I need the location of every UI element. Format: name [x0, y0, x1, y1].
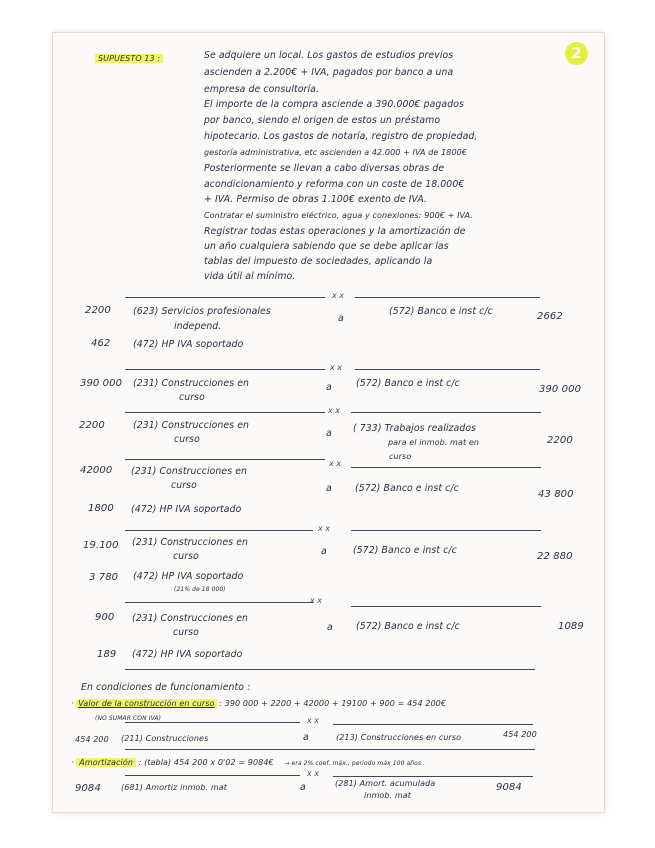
amortizacion-formula: : (tabla) 454 200 x 0'02 = 9084€	[138, 758, 274, 767]
debit-account: (623) Servicios profesionales	[133, 306, 271, 317]
entry-separator: x x	[332, 291, 345, 300]
entry-separator: x x	[307, 769, 320, 778]
credit-account-cont: curso	[389, 452, 412, 461]
credit-amount: 1089	[558, 621, 584, 632]
amortizacion-note: → era 2% coef. máx., periodo máx 100 años .	[284, 760, 426, 767]
debit-amount: 189	[97, 649, 117, 660]
credit-account: (213) Construcciones en curso	[336, 733, 462, 742]
page-number-badge: 2	[565, 42, 588, 65]
debit-account-cont: curso	[173, 627, 199, 638]
entry-a: a	[326, 382, 332, 393]
debit-account: (472) HP IVA soportado	[133, 339, 244, 350]
credit-account: (572) Banco e inst c/c	[353, 545, 457, 556]
conditions-heading: En condiciones de funcionamiento :	[81, 682, 251, 693]
credit-amount: 22 880	[537, 551, 573, 562]
credit-amount: 43 800	[538, 489, 574, 500]
statement-line: tablas del impuesto de sociedades, aplicando la	[204, 256, 433, 267]
statement-line: Se adquiere un local. Los gastos de estudios previos	[204, 50, 454, 61]
amortizacion-label: Amortización	[76, 758, 136, 767]
debit-account: (231) Construcciones en	[132, 613, 249, 624]
notebook-page	[53, 33, 604, 812]
debit-account: (231) Construcciones en	[133, 420, 250, 431]
credit-account-cont: inmob. mat	[364, 791, 411, 800]
debit-account-cont: independ.	[174, 321, 222, 332]
credit-account: ( 733) Trabajos realizados	[353, 423, 477, 434]
debit-account: (231) Construcciones en	[133, 378, 250, 389]
statement-line: acondicionamiento y reforma con un coste de 18.000€	[204, 179, 465, 190]
entry-a: a	[321, 546, 327, 557]
credit-amount: 9084	[496, 782, 522, 793]
debit-account-cont: curso	[174, 434, 200, 445]
credit-account-cont: para el inmob. mat en	[388, 438, 480, 447]
credit-account: (572) Banco e inst c/c	[356, 621, 460, 632]
statement-line: Registrar todas estas operaciones y la amortización de	[204, 226, 466, 237]
debit-account: (472) HP IVA soportado	[131, 504, 242, 515]
entry-separator: x x	[328, 406, 341, 415]
credit-amount: 390 000	[539, 384, 582, 395]
entry-a: a	[326, 428, 332, 439]
entry-a: a	[338, 313, 344, 324]
statement-line: ascienden a 2.200€ + IVA, pagados por banco a una	[204, 67, 454, 78]
entry-separator: x x	[318, 524, 331, 533]
credit-amount: 2662	[537, 311, 563, 322]
debit-account: (211) Construcciones	[121, 734, 209, 743]
valor-label: Valor de la construcción en curso	[78, 699, 215, 708]
entry-a: a	[326, 483, 332, 494]
debit-amount: 9084	[75, 783, 101, 794]
debit-amount: 462	[91, 338, 111, 349]
entry-a: a	[300, 782, 306, 793]
credit-account: (572) Banco e inst c/c	[356, 378, 460, 389]
debit-amount: 390 000	[80, 378, 123, 389]
credit-amount: 454 200	[503, 730, 537, 739]
entry-separator: x x	[329, 459, 342, 468]
statement-line: vida útil al mínimo.	[204, 271, 296, 282]
debit-amount: 900	[95, 612, 115, 623]
debit-account: (472) HP IVA soportado	[133, 571, 244, 582]
statement-line: un año cualquiera sabiendo que se debe aplicar las	[204, 241, 449, 252]
valor-note: (NO SUMAR CON IVA)	[95, 715, 162, 722]
exercise-title: SUPUESTO 13 :	[95, 54, 163, 63]
debit-amount: 19.100	[83, 540, 119, 551]
debit-account-cont: curso	[179, 392, 205, 403]
debit-account: (231) Construcciones en	[131, 466, 248, 477]
debit-amount: 1800	[88, 503, 114, 514]
entry-separator: x x	[310, 596, 323, 605]
valor-line: · Valor de la construcción en curso : 390 000 + 2200 + 42000 + 19100 + 900 = 454 200€	[71, 699, 447, 708]
debit-account: (231) Construcciones en	[132, 537, 249, 548]
debit-account-cont: curso	[171, 480, 197, 491]
debit-account-note: (21% de 18 000)	[174, 586, 226, 593]
debit-amount: 454 200	[75, 735, 109, 744]
credit-amount: 2200	[547, 435, 573, 446]
statement-line: Posteriormente se llevan a cabo diversas obras de	[204, 163, 445, 174]
debit-amount: 2200	[79, 420, 105, 431]
valor-formula: : 390 000 + 2200 + 42000 + 19100 + 900 = 454 200€	[219, 699, 447, 708]
amortizacion-line: · Amortización : (tabla) 454 200 x 0'02 = 9084€ → era 2% coef. máx., periodo máx 100 años .	[71, 758, 426, 767]
statement-line: gestoría administrativa, etc ascienden a 42.000 + IVA de 1800€	[204, 148, 468, 157]
entry-a: a	[303, 732, 309, 743]
entry-a: a	[327, 622, 333, 633]
statement-line: por banco, siendo el origen de estos un préstamo	[204, 115, 441, 126]
debit-amount: 42000	[80, 465, 113, 476]
debit-account: (472) HP IVA soportado	[132, 649, 243, 660]
credit-account: (572) Banco e inst c/c	[355, 483, 459, 494]
debit-account-cont: curso	[173, 551, 199, 562]
entry-separator: x x	[307, 716, 320, 725]
statement-line: empresa de consultoría.	[204, 84, 319, 95]
entry-separator: x x	[330, 363, 343, 372]
statement-line: El importe de la compra asciende a 390.000€ pagados	[204, 99, 464, 110]
credit-account: (572) Banco e inst c/c	[389, 306, 493, 317]
credit-account: (281) Amort. acumulada	[335, 779, 436, 788]
statement-line: + IVA. Permiso de obras 1.100€ exento de IVA.	[204, 194, 428, 205]
debit-amount: 2200	[85, 305, 111, 316]
statement-line: Contratar el suministro eléctrico, agua y conexiones: 900€ + IVA.	[204, 211, 473, 220]
debit-amount: 3 780	[89, 572, 119, 583]
statement-line: hipotecario. Los gastos de notaría, registro de propiedad,	[204, 131, 478, 142]
debit-account: (681) Amortiz inmob. mat	[121, 783, 227, 792]
